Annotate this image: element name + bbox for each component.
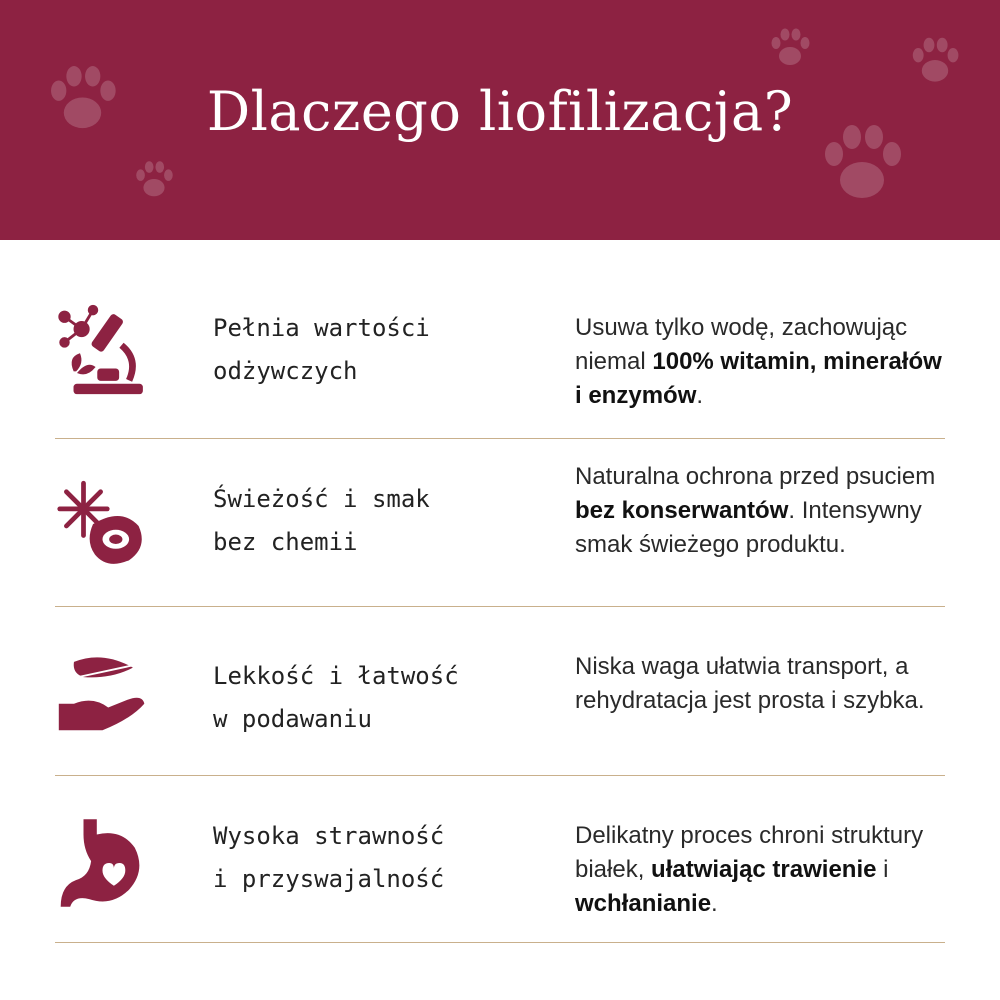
benefit-description: Naturalna ochrona przed psuciem bez konserwantów. Intensywny smak świeżego produktu.: [575, 463, 936, 558]
row-divider: [55, 438, 945, 439]
benefit-title-line: Wysoka strawność: [213, 822, 445, 850]
snowflake-meat-icon: [55, 476, 150, 576]
feather-hand-icon: [55, 648, 150, 748]
benefit-title: [213, 478, 430, 564]
row-divider: [55, 775, 945, 776]
paw-print-icon: [765, 22, 815, 72]
benefit-description: Usuwa tylko wodę, zachowując niemal 100% witamin, minerałów i enzymów.: [575, 314, 942, 409]
benefit-title-line: w podawaniu: [213, 705, 372, 733]
benefit-title-line: bez chemii: [213, 528, 358, 556]
benefit-title-line: odżywczych: [213, 357, 358, 385]
benefit-description: Delikatny proces chroni struktury białek, ułatwiając trawienie i wchłanianie.: [575, 822, 924, 917]
benefit-title-line: Pełnia wartości: [213, 314, 430, 342]
benefit-title: [213, 815, 444, 901]
benefit-title: [213, 307, 430, 393]
stomach-heart-icon: [55, 813, 150, 913]
benefit-title-line: i przyswajalność: [213, 865, 445, 893]
row-divider: [55, 606, 945, 607]
benefit-title-line: Świeżość i smak: [213, 485, 430, 513]
paw-print-icon: [130, 155, 178, 203]
benefit-row: [55, 805, 945, 930]
benefit-title: [213, 655, 459, 741]
row-divider: [55, 942, 945, 943]
microscope-molecule-icon: [55, 300, 150, 400]
benefit-row: [55, 458, 945, 598]
page-title: Dlaczego liofilizacja?: [206, 80, 794, 143]
benefit-row: [55, 295, 945, 415]
benefit-title-line: Lekkość i łatwość: [213, 662, 459, 690]
header-banner: [0, 0, 1000, 240]
benefit-description: Niska waga ułatwia transport, a rehydratacja jest prosta i szybka.: [575, 653, 925, 714]
benefit-row: [55, 640, 945, 760]
